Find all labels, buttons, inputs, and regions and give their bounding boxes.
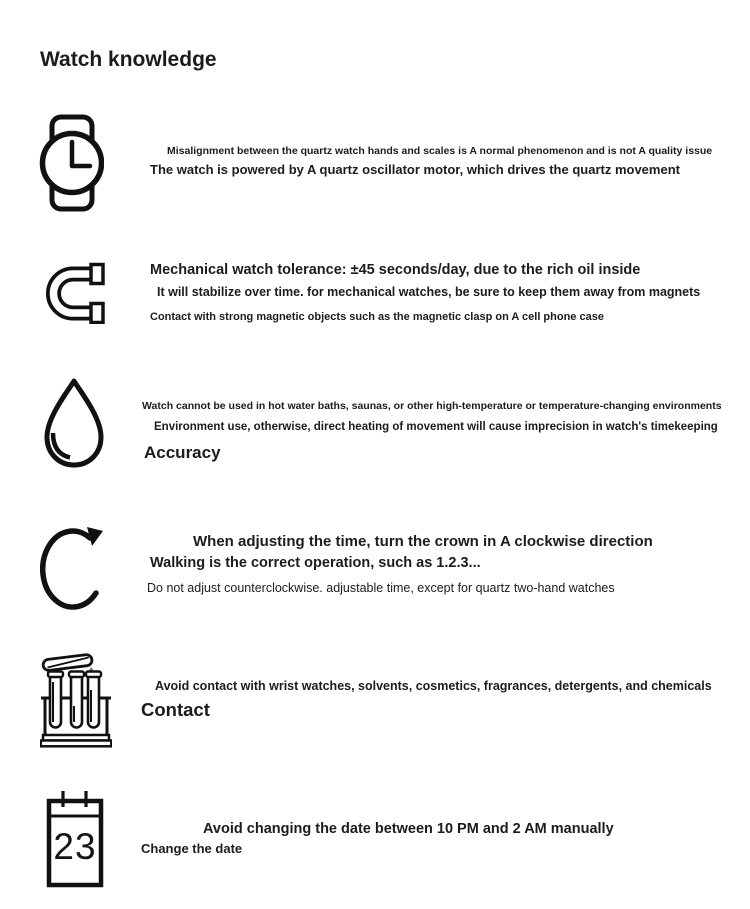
contact-heading: Contact xyxy=(141,699,210,720)
accuracy-heading: Accuracy xyxy=(144,443,221,462)
crown-clockwise-text: When adjusting the time, turn the crown in A clockwise direction xyxy=(193,533,653,550)
magnet-tolerance-text: Mechanical watch tolerance: ±45 seconds/day, due to the rich oil inside xyxy=(150,262,641,278)
magnet-contact-note: Contact with strong magnetic objects such as the magnetic clasp on A cell phone case xyxy=(150,311,604,323)
chemicals-warning-text: Avoid contact with wrist watches, solvents, cosmetics, fragrances, detergents, and chemicals xyxy=(155,679,712,693)
temperature-environment-text: Environment use, otherwise, direct heating of movement will cause imprecision in watch's timekeeping xyxy=(154,421,718,433)
test-tubes-icon xyxy=(40,648,112,748)
calendar-day-number: 23 xyxy=(53,826,97,867)
magnet-stabilize-text: It will stabilize over time. for mechanical watches, be sure to keep them away from magnets xyxy=(157,285,701,299)
magnet-icon xyxy=(46,262,106,324)
clockwise-arrow-icon xyxy=(40,521,108,611)
temperature-warning-note: Watch cannot be used in hot water baths, saunas, or other high-temperature or temperature-changing environments xyxy=(142,400,722,412)
quartz-misalignment-note: Misalignment between the quartz watch hands and scales is A normal phenomenon and is not A quality issue xyxy=(167,145,713,157)
counterclockwise-warning-note: Do not adjust counterclockwise. adjustable time, except for quartz two-hand watches xyxy=(147,581,615,595)
wrist-watch-icon xyxy=(38,114,104,212)
date-change-warning-text: Avoid changing the date between 10 PM and 2 AM manually xyxy=(203,821,614,837)
quartz-movement-text: The watch is powered by A quartz oscillator motor, which drives the quartz movement xyxy=(150,162,680,177)
water-drop-icon xyxy=(40,377,108,469)
walking-operation-text: Walking is the correct operation, such as 1.2.3... xyxy=(150,555,481,571)
change-date-heading: Change the date xyxy=(141,841,243,856)
page-title: Watch knowledge xyxy=(40,48,217,72)
